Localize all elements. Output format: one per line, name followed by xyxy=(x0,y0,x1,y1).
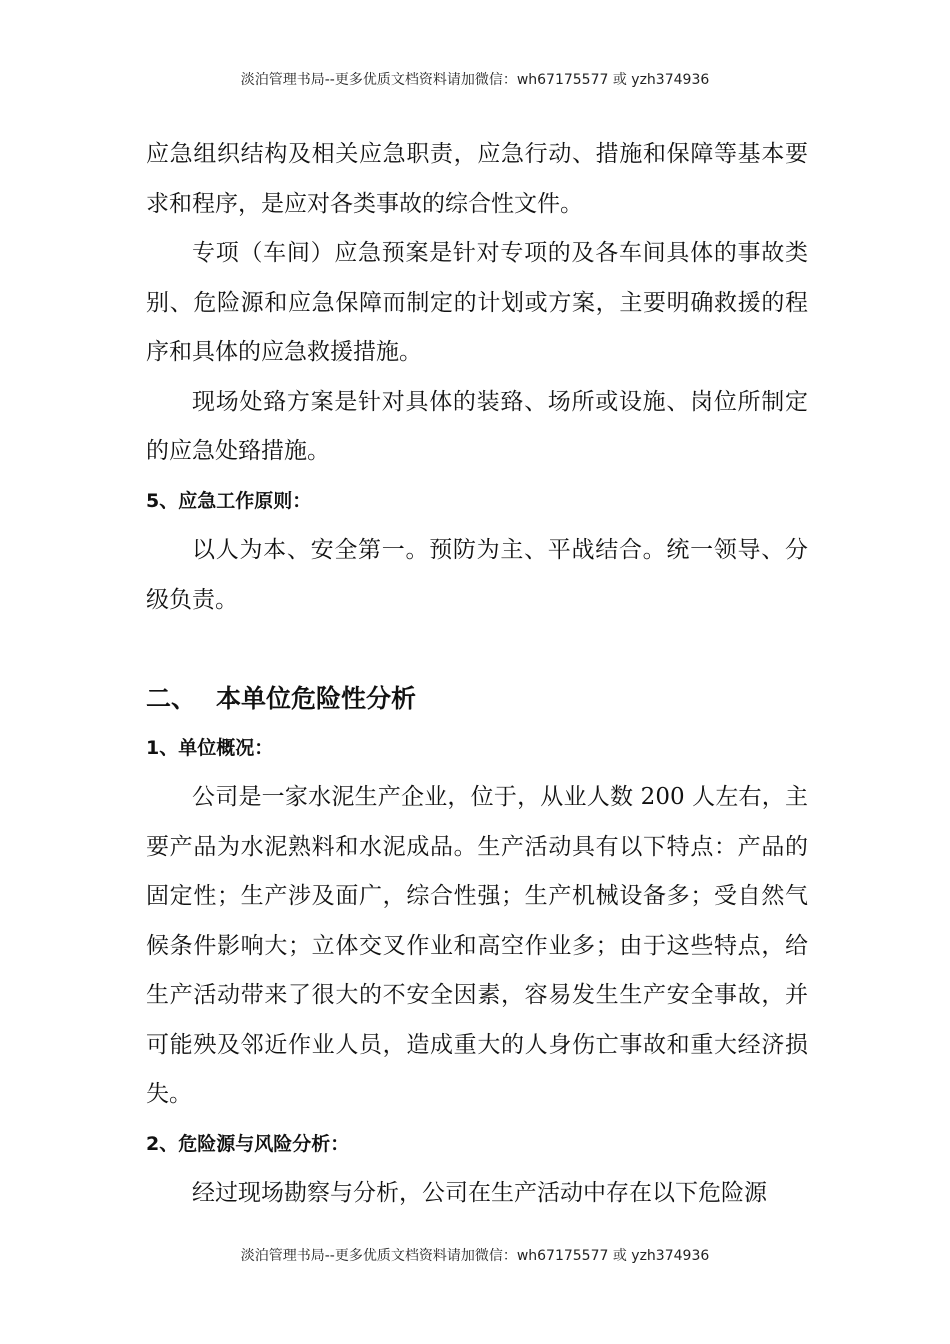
heading-hazard-analysis: 2、危险源与风险分析： xyxy=(146,1132,350,1155)
section-number: 二、 xyxy=(146,684,197,713)
paragraph-principles: 以人为本、安全第一。预防为主、平战结合。统一领导、分级负责。 xyxy=(146,537,808,613)
paragraph-emergency-plan-definition: 应急组织结构及相关应急职责，应急行动、措施和保障等基本要求和程序，是应对各类事故的综合性文件。 xyxy=(146,141,808,217)
paragraph-company-overview: 公司是一家水泥生产企业，位于，从业人数 200 人左右，主要产品为水泥熟料和水泥成品。生产活动具有以下特点：产品的固定性；生产涉及面广，综合性强；生产机械设备多；受自然气候条件影响大；立体交叉作业和高空作业多；由于这些特点，给生产活动带来了很大的不安全因素，容易发生生产安全事故，并可能殃及邻近作业人员，造成重大的人身伤亡事故和重大经济损失。 xyxy=(146,784,808,1107)
paragraph-hazard-analysis: 经过现场勘察与分析，公司在生产活动中存在以下危险源 xyxy=(192,1180,767,1206)
page-footer: 淡泊管理书局--更多优质文档资料请加微信：wh67175577 或 yzh374936 xyxy=(240,1248,710,1264)
heading-company-overview: 1、单位概况： xyxy=(146,736,274,759)
page-header: 淡泊管理书局--更多优质文档资料请加微信：wh67175577 或 yzh374936 xyxy=(240,72,710,88)
section-title-risk-analysis xyxy=(146,674,808,724)
section-title-text: 本单位危险性分析 xyxy=(216,684,417,713)
document-body xyxy=(146,130,808,1219)
paragraph-onsite-plan: 现场处臵方案是针对具体的装臵、场所或设施、岗位所制定的应急处臵措施。 xyxy=(146,388,808,464)
paragraph-special-plan: 专项（车间）应急预案是针对专项的及各车间具体的事故类别、危险源和应急保障而制定的计划或方案，主要明确救援的程序和具体的应急救援措施。 xyxy=(146,240,808,365)
heading-work-principles: 5、应急工作原则： xyxy=(146,489,312,512)
